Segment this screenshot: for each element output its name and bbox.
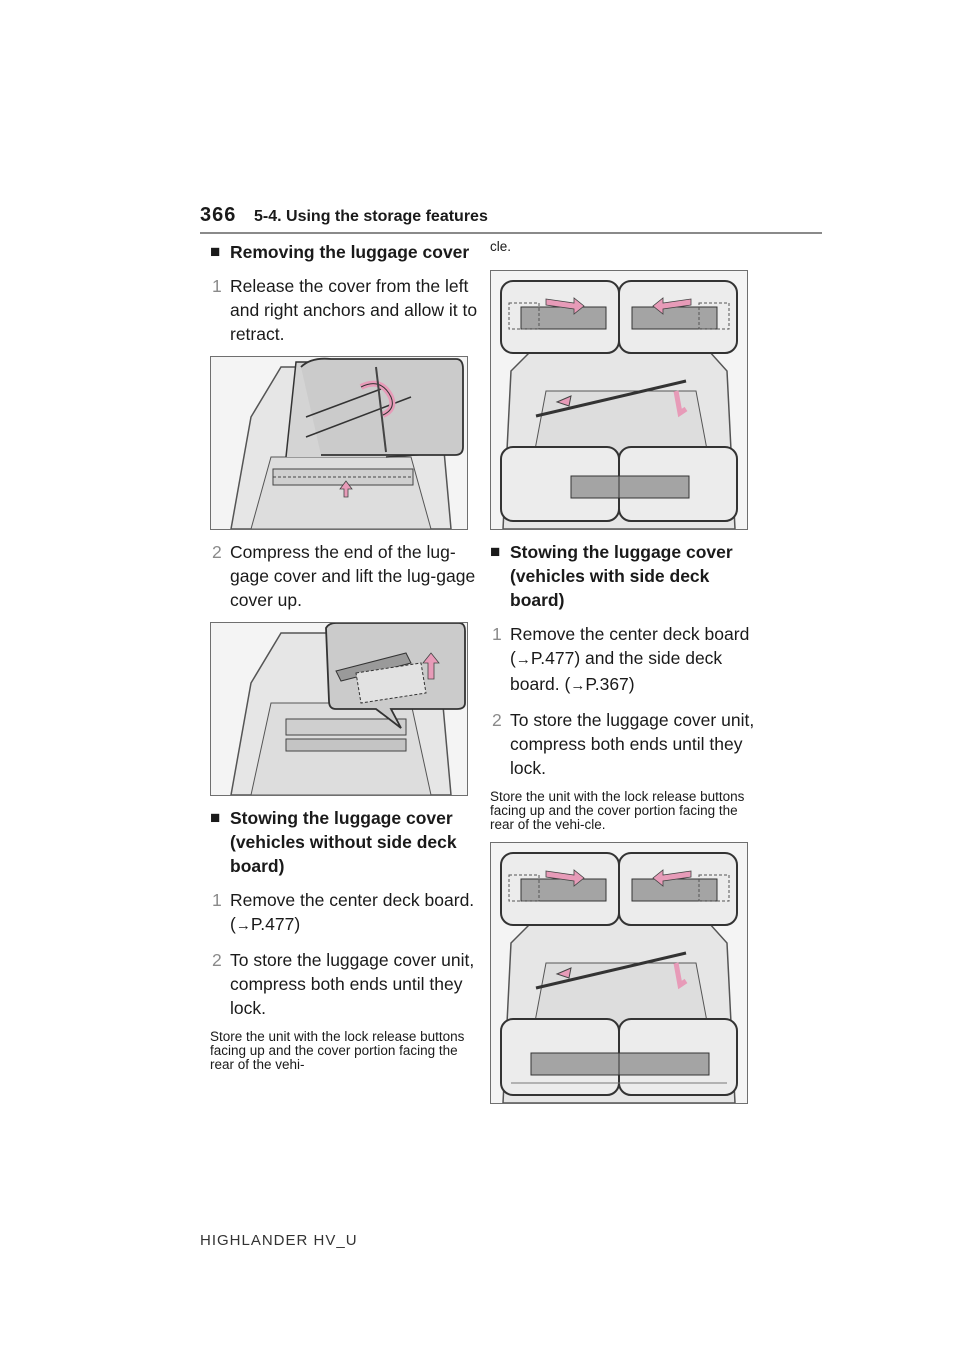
square-bullet-icon: ■ <box>210 808 221 827</box>
square-bullet-icon: ■ <box>490 542 501 561</box>
step-store-unit: 2 To store the luggage cover unit, compress both ends until they lock. <box>212 950 475 1018</box>
step-number: 1 <box>492 624 502 644</box>
right-arrow-icon: → <box>515 651 531 668</box>
figure-release-anchor <box>210 356 468 530</box>
step-store-unit-side-deck: 2 To store the luggage cover unit, compress both ends until they lock. <box>492 710 755 778</box>
figure-stow-without-side-deck <box>490 270 748 530</box>
step-number: 1 <box>212 276 222 296</box>
header-divider <box>200 232 822 234</box>
page-reference-link[interactable]: P.477 <box>250 914 295 934</box>
square-bullet-icon: ■ <box>210 242 221 261</box>
page-reference-link[interactable]: P.477 <box>530 648 575 668</box>
figure-compress-lift <box>210 622 468 796</box>
note-store-orientation: Store the unit with the lock release buttons facing up and the cover portion facing the rear of the vehi- <box>210 1029 465 1072</box>
section-title: 5-4. Using the storage features <box>254 208 488 225</box>
step-remove-center-deck: 1 Remove the center deck board. (→P.477) <box>212 890 475 934</box>
step-number: 2 <box>212 950 222 970</box>
heading-stowing-without-side-deck: ■ Stowing the luggage cover (vehicles without side deck board) <box>210 808 457 876</box>
footer-model: HIGHLANDER HV_U <box>200 1232 358 1249</box>
step-remove-decks: 1 Remove the center deck board (→P.477) and the side deck board. (→P.367) <box>492 624 750 694</box>
step-number: 1 <box>212 890 222 910</box>
figure-stow-with-side-deck <box>490 842 748 1104</box>
step-compress-lift: 2 Compress the end of the lug-gage cover and lift the lug-gage cover up. <box>212 542 476 610</box>
right-arrow-icon: → <box>570 677 586 694</box>
note-store-orientation-side-deck: Store the unit with the lock release buttons facing up and the cover portion facing the rear of the vehi-cle. <box>490 789 745 832</box>
heading-stowing-with-side-deck: ■ Stowing the luggage cover (vehicles with side deck board) <box>490 542 733 610</box>
note-continuation: cle. <box>490 239 512 254</box>
left-column <box>210 240 480 1082</box>
page-reference-link[interactable]: P.367 <box>585 674 629 694</box>
page-number: 366 <box>200 204 237 226</box>
step-number: 2 <box>212 542 222 562</box>
step-release-cover: 1 Release the cover from the left and right anchors and allow it to retract. <box>212 276 478 344</box>
right-column <box>490 240 760 1114</box>
step-number: 2 <box>492 710 502 730</box>
right-arrow-icon: → <box>235 917 251 934</box>
heading-removing-luggage-cover: ■ Removing the luggage cover <box>210 242 470 262</box>
